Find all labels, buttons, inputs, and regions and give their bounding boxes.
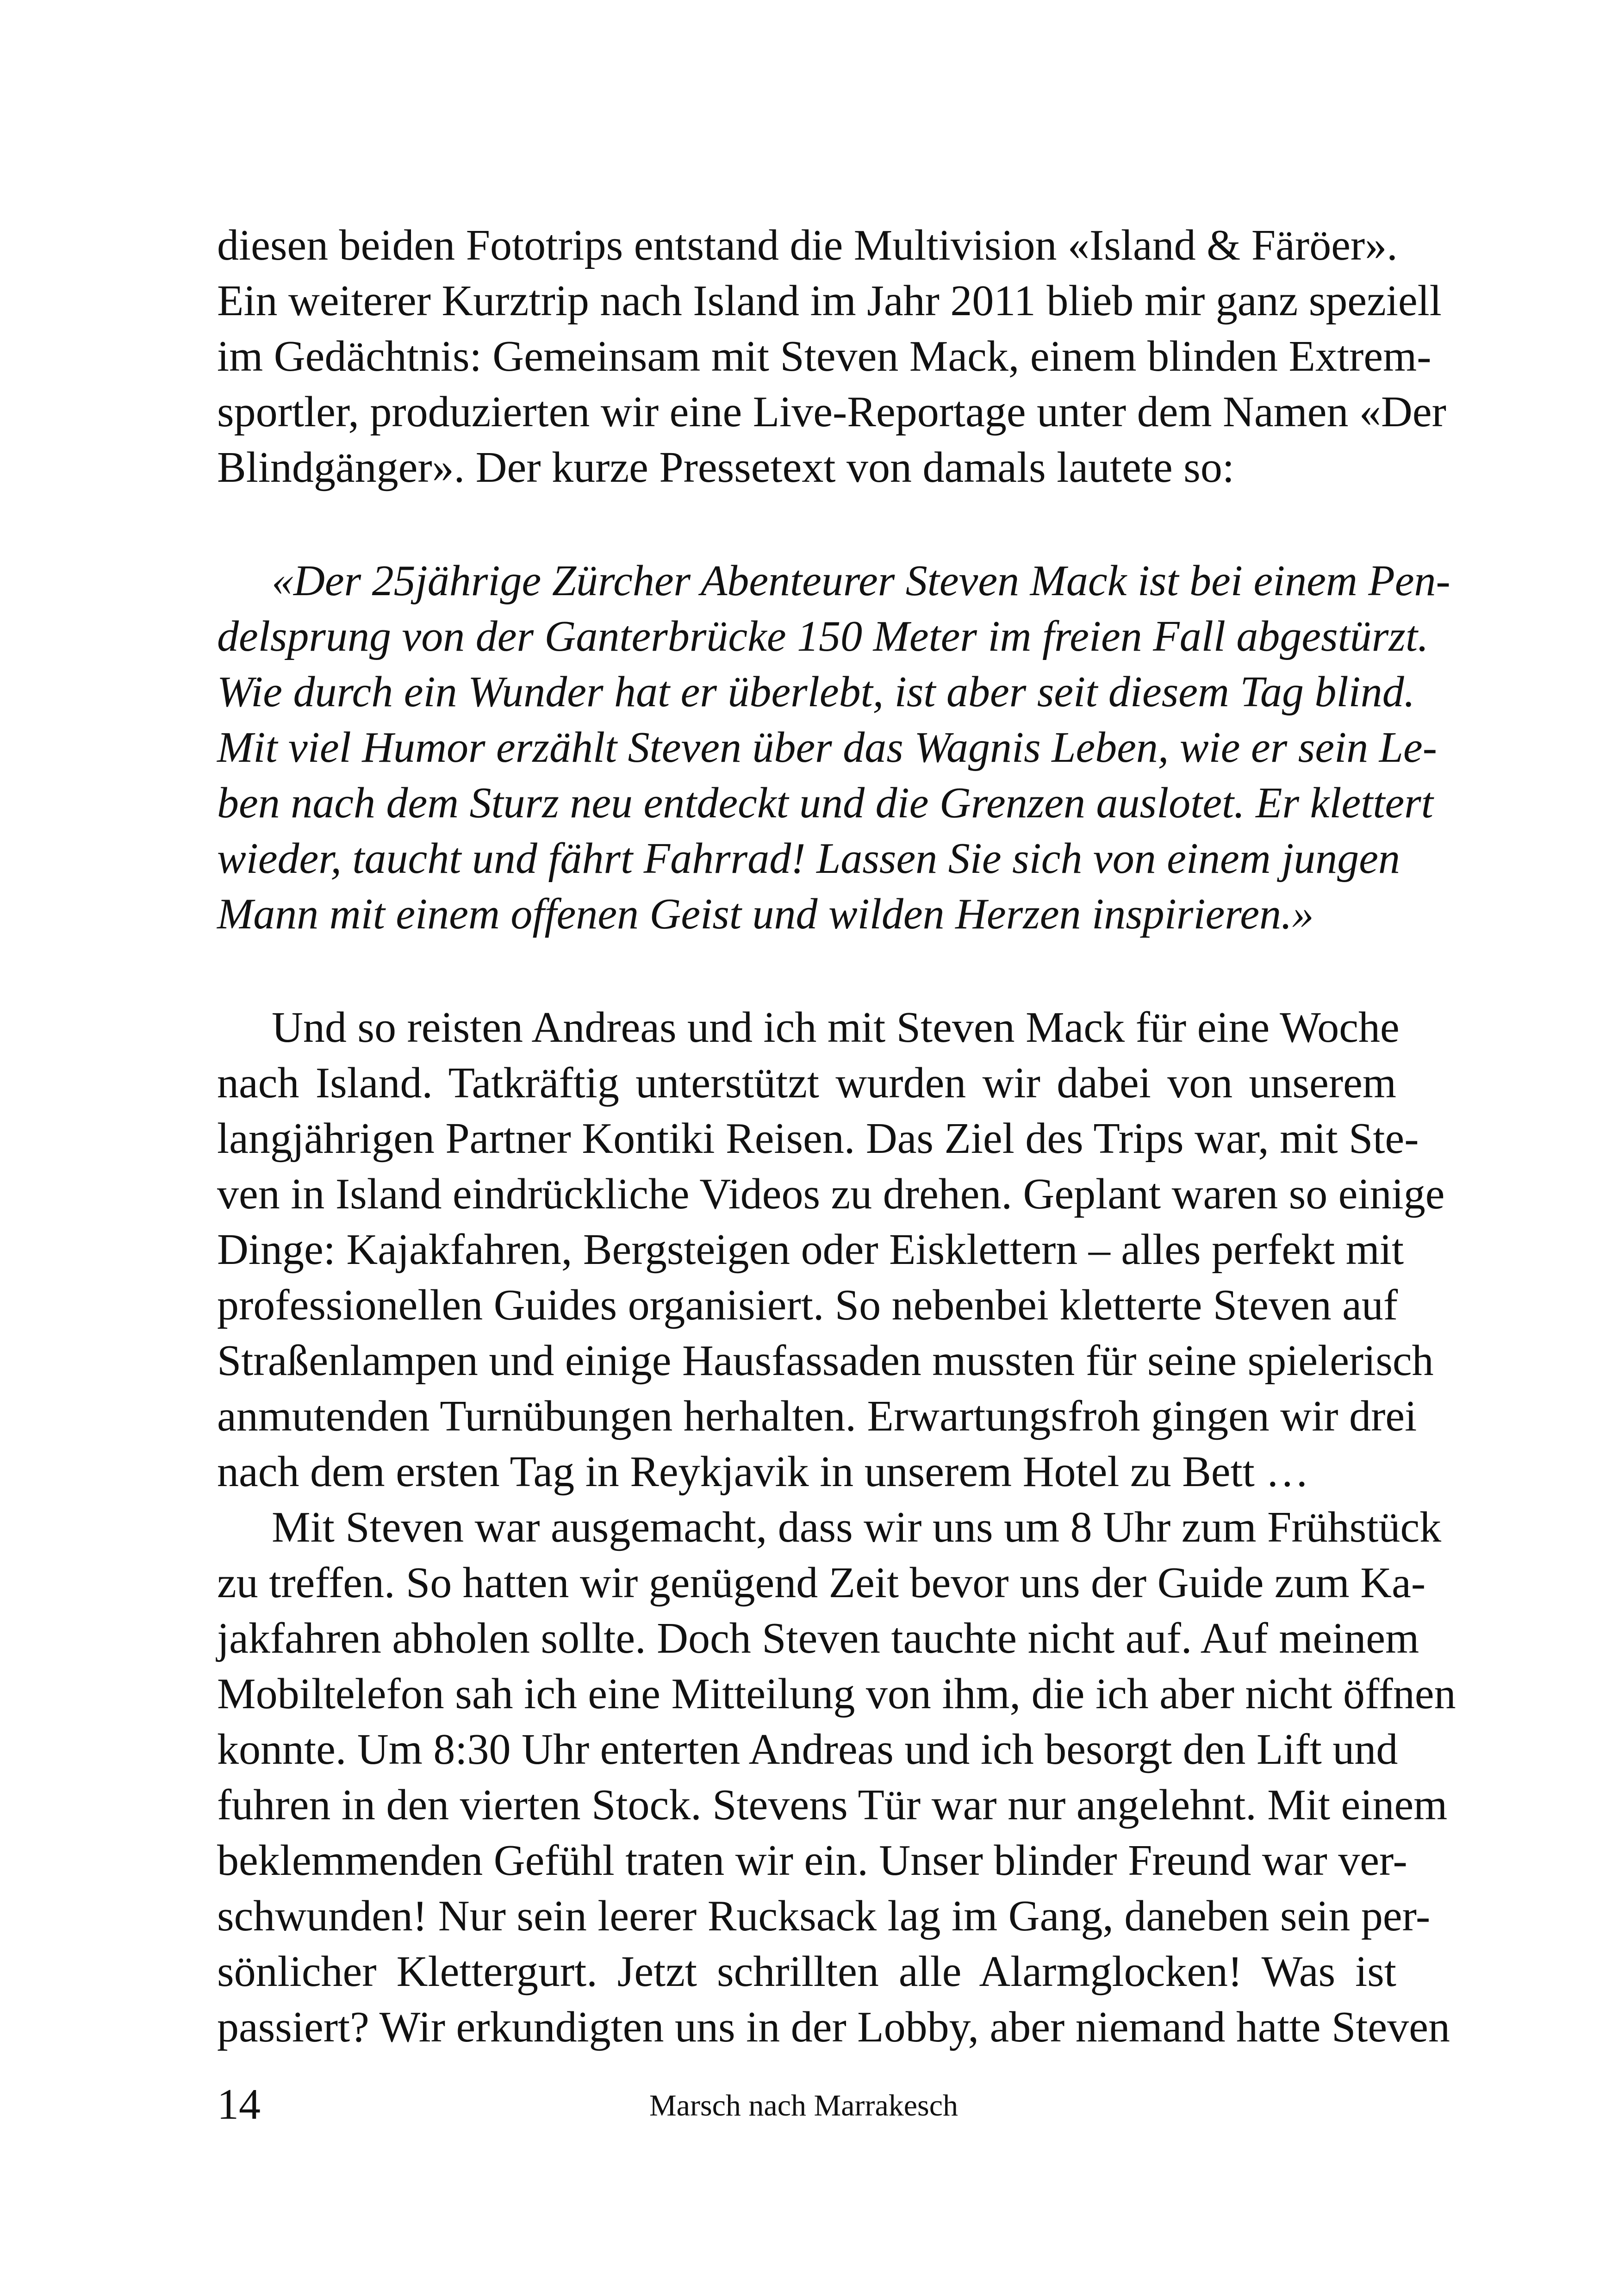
quote-line: wieder, taucht und fährt Fahrrad! Lassen Sie sich von einem jungen [217, 834, 1400, 883]
text-line: langjährigen Partner Kontiki Reisen. Das Ziel des Trips war, mit Ste- [217, 1114, 1419, 1163]
page-number: 14 [217, 2080, 261, 2128]
text-line: Und so reisten Andreas und ich mit Steven Mack für eine Woche [272, 1003, 1400, 1052]
text-line: Straßenlampen und einige Hausfassaden mussten für seine spielerisch [217, 1337, 1434, 1385]
text-line: konnte. Um 8:30 Uhr enterten Andreas und ich besorgt den Lift und [217, 1725, 1398, 1773]
text-line: nach Island. Tatkräftig unterstützt wurden wir dabei von unserem [217, 1059, 1396, 1107]
quote-line: Wie durch ein Wunder hat er überlebt, ist aber seit diesem Tag blind. [217, 668, 1415, 716]
text-line: im Gedächtnis: Gemeinsam mit Steven Mack, einem blinden Extrem- [217, 332, 1431, 380]
text-line: Mit Steven war ausgemacht, dass wir uns um 8 Uhr zum Frühstück [272, 1503, 1442, 1551]
running-footer-title: Marsch nach Marrakesch [649, 2089, 958, 2122]
text-line: Ein weiterer Kurztrip nach Island im Jahr 2011 blieb mir ganz speziell [217, 277, 1442, 325]
quote-line: Mit viel Humor erzählt Steven über das Wagnis Leben, wie er sein Le- [217, 723, 1437, 772]
text-line: Blindgänger». Der kurze Pressetext von damals lautete so: [217, 443, 1234, 492]
quote-line: ben nach dem Sturz neu entdeckt und die Grenzen auslotet. Er klettert [217, 779, 1433, 827]
quote-line: delsprung von der Ganterbrücke 150 Meter im freien Fall abgestürzt. [217, 612, 1429, 660]
text-line: jakfahren abholen sollte. Doch Steven tauchte nicht auf. Auf meinem [217, 1614, 1419, 1662]
text-line: beklemmenden Gefühl traten wir ein. Unser blinder Freund war ver- [217, 1836, 1407, 1885]
text-line: anmutenden Turnübungen herhalten. Erwartungsfroh gingen wir drei [217, 1392, 1417, 1440]
text-line: sportler, produzierten wir eine Live-Reportage unter dem Namen «Der [217, 388, 1446, 436]
text-line: Mobiltelefon sah ich eine Mitteilung von ihm, die ich aber nicht öffnen [217, 1670, 1456, 1718]
text-line: diesen beiden Fototrips entstand die Multivision «Island & Färöer». [217, 221, 1398, 269]
quote-line: «Der 25jährige Zürcher Abenteurer Steven Mack ist bei einem Pen- [272, 557, 1450, 605]
text-line: fuhren in den vierten Stock. Stevens Tür war nur angelehnt. Mit einem [217, 1781, 1448, 1829]
text-line: schwunden! Nur sein leerer Rucksack lag im Gang, daneben sein per- [217, 1892, 1431, 1940]
text-line: ven in Island eindrückliche Videos zu drehen. Geplant waren so einige [217, 1170, 1445, 1218]
text-line: professionellen Guides organisiert. So nebenbei kletterte Steven auf [217, 1281, 1398, 1329]
quote-line: Mann mit einem offenen Geist und wilden Herzen inspirieren.» [217, 890, 1314, 938]
text-line: zu treffen. So hatten wir genügend Zeit bevor uns der Guide zum Ka- [217, 1559, 1426, 1607]
text-line: Dinge: Kajakfahren, Bergsteigen oder Eisklettern – alles perfekt mit [217, 1226, 1404, 1274]
text-line: sönlicher Klettergurt. Jetzt schrillten alle Alarmglocken! Was ist [217, 1948, 1396, 1996]
text-line: nach dem ersten Tag in Reykjavik in unserem Hotel zu Bett … [217, 1448, 1309, 1496]
text-line: passiert? Wir erkundigten uns in der Lobby, aber niemand hatte Steven [217, 2003, 1450, 2051]
